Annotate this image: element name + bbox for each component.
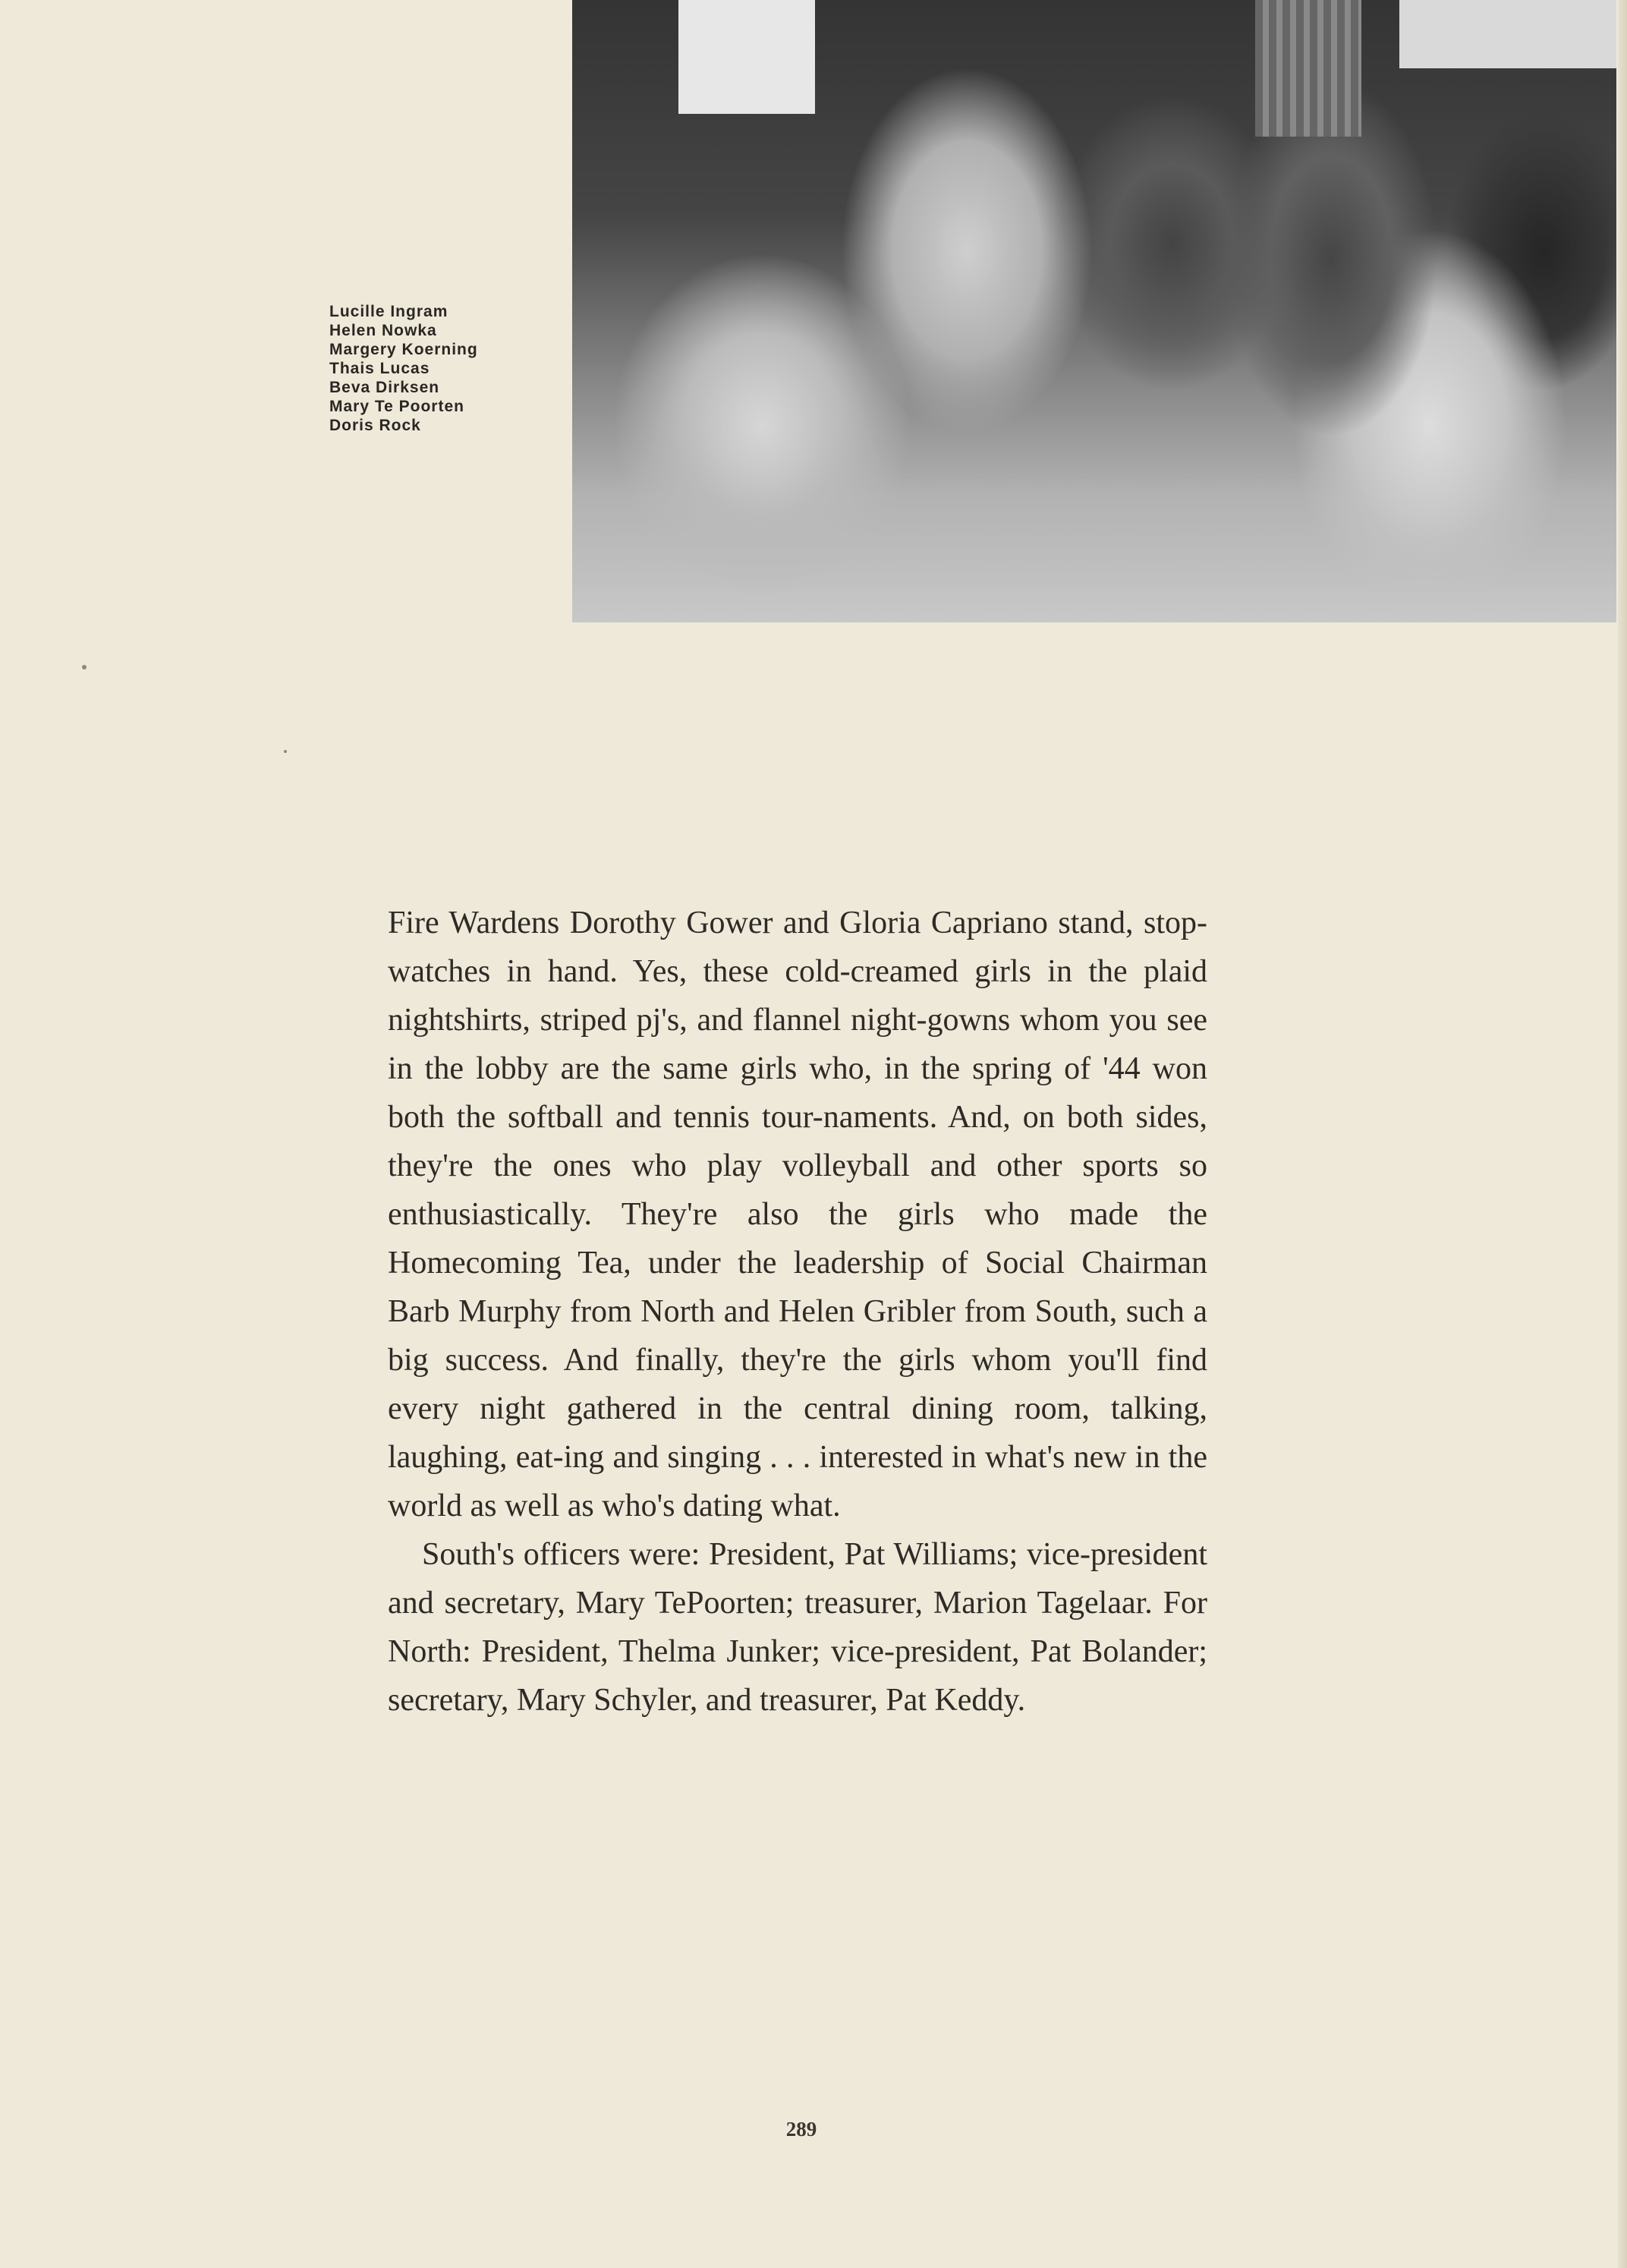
article-body: [388, 899, 1207, 1725]
article-paragraph-1: Fire Wardens Dorothy Gower and Gloria Capriano stand, stop-watches in hand. Yes, these cold-creamed girls in the plaid nightshirts, striped pj's, and flannel night-gowns whom you see in the lobby are the same girls who, in the spring of '44 won both the softball and tennis tour-naments. And, on both sides, they're the ones who play volleyball and other sports so enthusiastically. They're also the girls who made the Homecoming Tea, under the leadership of Social Chairman Barb Murphy from North and Helen Gribler from South, such a big success. And finally, they're the girls whom you'll find every night gathered in the central dining room, talking, laughing, eat-ing and singing . . . interested in what's new in the world as well as who's dating what.: [388, 906, 1207, 1523]
caption-name: Mary Te Poorten: [329, 398, 464, 415]
caption-name: Doris Rock: [329, 417, 421, 434]
group-photo: [572, 0, 1616, 622]
caption-name: Thais Lucas: [329, 360, 430, 377]
photo-window: [678, 0, 815, 114]
photo-wall: [1399, 0, 1616, 68]
paper-speck: [284, 750, 287, 753]
photo-curtain: [1255, 0, 1361, 137]
caption-name: Lucille Ingram: [329, 303, 448, 320]
paper-speck: [82, 665, 87, 669]
caption-name: Margery Koerning: [329, 341, 478, 358]
article-paragraph-2: South's officers were: President, Pat Williams; vice-president and secretary, Mary TePoorten; treasurer, Marion Tagelaar. For North: President, Thelma Junker; vice-president, Pat Bolander; secretary, Mary Schyler, and treasurer, Pat Keddy.: [388, 1537, 1207, 1718]
caption-name: Beva Dirksen: [329, 379, 440, 396]
page-number: 289: [785, 2118, 817, 2140]
photo-caption-list: [329, 302, 557, 435]
page-edge: [1618, 0, 1627, 2268]
caption-name: Helen Nowka: [329, 322, 437, 339]
